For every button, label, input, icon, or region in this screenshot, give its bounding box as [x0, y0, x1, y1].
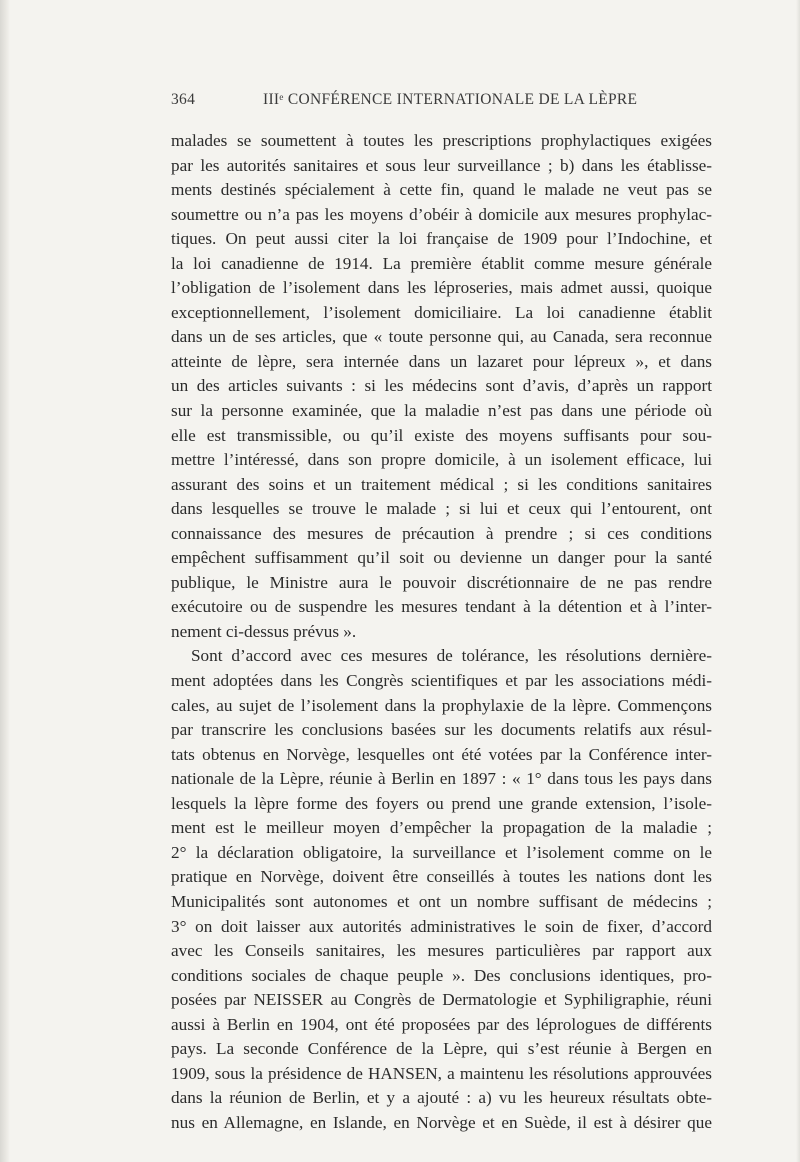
text-line: par transcrire les conclusions basées sur les documents relatifs aux résul-: [171, 720, 712, 740]
text-line: connaissance des mesures de précaution à prendre ; si ces conditions: [171, 523, 712, 543]
body-text: [171, 129, 712, 1135]
text-line: ment est le meilleur moyen d’empêcher la propagation de la maladie ;: [171, 818, 712, 838]
running-title: IIIᵉ CONFÉRENCE INTERNATIONALE DE LA LÈPRE: [263, 91, 638, 108]
text-line: exceptionnellement, l’isolement domiciliaire. La loi canadienne établit: [171, 302, 712, 322]
text-line: ment adoptées dans les Congrès scientifiques et par les associations médi-: [171, 671, 712, 691]
text-line: mettre l’intéressé, dans son propre domicile, à un isolement efficace, lui: [171, 450, 712, 470]
text-line: empêchent suffisamment qu’il soit ou devienne un danger pour la santé: [171, 548, 712, 568]
text-line: nationale de la Lèpre, réunie à Berlin en 1897 : « 1° dans tous les pays dans: [171, 769, 712, 789]
text-line: publique, le Ministre aura le pouvoir discrétionnaire de ne pas rendre: [171, 572, 712, 592]
text-line: Sont d’accord avec ces mesures de tolérance, les résolutions dernière-: [191, 646, 712, 666]
text-line: tiques. On peut aussi citer la loi française de 1909 pour l’Indochine, et: [171, 229, 712, 249]
text-line: Municipalités sont autonomes et ont un nombre suffisant de médecins ;: [171, 891, 712, 911]
text-line: conditions sociales de chaque peuple ». Des conclusions identiques, pro-: [171, 965, 712, 985]
text-line: exécutoire ou de suspendre les mesures tendant à la détention et à l’inter-: [171, 597, 712, 617]
text-line: dans la réunion de Berlin, et y a ajouté : a) vu les heureux résultats obte-: [171, 1088, 712, 1108]
text-line: assurant des soins et un traitement médical ; si les conditions sanitaires: [171, 474, 712, 494]
text-line: pratique en Norvège, doivent être conseillés à toutes les nations dont les: [171, 867, 712, 887]
text-line: avec les Conseils sanitaires, les mesures particulières par rapport aux: [171, 941, 712, 961]
text-line: dans un de ses articles, que « toute personne qui, au Canada, sera reconnue: [171, 327, 712, 347]
text-line: la loi canadienne de 1914. La première établit comme mesure générale: [171, 253, 712, 273]
text-line: lesquels la lèpre forme des foyers ou prend une grande extension, l’isole-: [171, 793, 712, 813]
text-line: 1909, sous la présidence de HANSEN, a maintenu les résolutions approuvées: [171, 1063, 712, 1083]
page-binding-edge: [0, 0, 10, 1162]
text-line: l’obligation de l’isolement dans les léproseries, mais admet aussi, quoique: [171, 278, 712, 298]
text-line: nus en Allemagne, en Islande, en Norvège et en Suède, il est à désirer que: [171, 1112, 712, 1132]
text-line: par les autorités sanitaires et sous leur surveillance ; b) dans les établisse-: [171, 155, 712, 175]
text-line: posées par NEISSER au Congrès de Dermatologie et Syphiligraphie, réuni: [171, 990, 712, 1010]
text-line: 2° la déclaration obligatoire, la surveillance et l’isolement comme on le: [171, 842, 712, 862]
page-right-edge: [796, 0, 800, 1162]
text-line: un des articles suivants : si les médecins sont d’avis, d’après un rapport: [171, 376, 712, 396]
text-line: aussi à Berlin en 1904, ont été proposées par des léprologues de différents: [171, 1014, 712, 1034]
text-line: dans lesquelles se trouve le malade ; si lui et ceux qui l’entourent, ont: [171, 499, 712, 519]
text-line: tats obtenus en Norvège, lesquelles ont été votées par la Conférence inter-: [171, 744, 712, 764]
text-line: sur la personne examinée, que la maladie n’est pas dans une période où: [171, 401, 712, 421]
text-line: atteinte de lèpre, sera internée dans un lazaret pour lépreux », et dans: [171, 351, 712, 371]
text-line: elle est transmissible, ou qu’il existe des moyens suffisants pour sou-: [171, 425, 712, 445]
text-line: ments destinés spécialement à cette fin, quand le malade ne veut pas se: [171, 180, 712, 200]
text-line: 3° on doit laisser aux autorités administratives le soin de fixer, d’accord: [171, 916, 712, 936]
text-line: nement ci-dessus prévus ».: [171, 621, 357, 641]
text-line: soumettre ou n’a pas les moyens d’obéir à domicile aux mesures prophylac-: [171, 204, 712, 224]
text-line: malades se soumettent à toutes les prescriptions prophylactiques exigées: [171, 131, 712, 150]
text-line: cales, au sujet de l’isolement dans la prophylaxie de la lèpre. Commençons: [171, 695, 712, 715]
text-line: pays. La seconde Conférence de la Lèpre, qui s’est réunie à Bergen en: [171, 1039, 712, 1059]
page-number: 364: [171, 91, 196, 108]
